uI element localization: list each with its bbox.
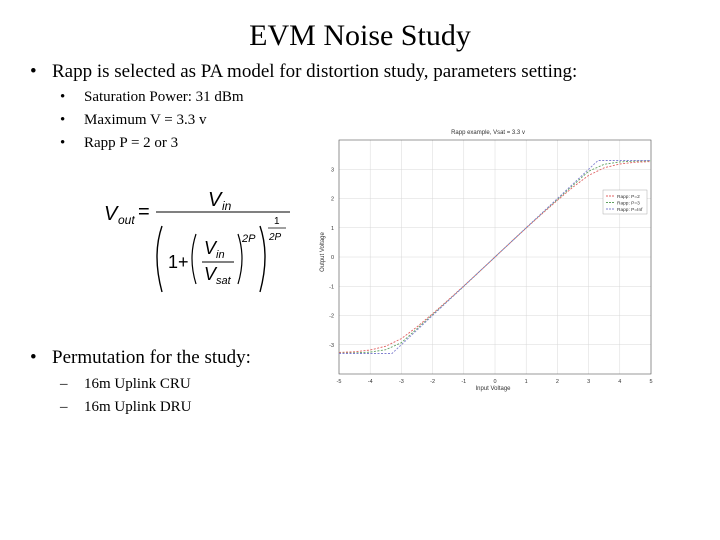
chart-x-tick-label: -3	[398, 379, 404, 385]
formula-equals: =	[138, 201, 150, 223]
rapp-formula	[100, 180, 300, 300]
rapp-chart	[313, 124, 663, 394]
bullet-text: Permutation for the study:	[52, 347, 251, 368]
formula-vin: V	[208, 189, 222, 211]
subitem-maximum-v	[60, 110, 207, 130]
chart-y-tick-label: 1	[330, 225, 334, 232]
chart-x-tick-label: -1	[461, 379, 467, 385]
sub-bullet-mark: •	[60, 135, 66, 151]
chart-legend-label: Rapp: P=2	[617, 194, 640, 200]
chart-x-tick-label: 2	[555, 379, 559, 385]
formula-left-paren	[192, 234, 196, 284]
formula-plus: +	[178, 252, 189, 272]
subitem-rapp-p	[60, 133, 178, 153]
bullet-permutation	[30, 346, 251, 370]
chart-x-tick-label: -4	[367, 379, 373, 385]
bullet-rapp-model	[30, 60, 577, 84]
formula-one: 1	[168, 252, 179, 272]
sub-bullet-mark: –	[60, 399, 68, 415]
chart-legend	[603, 190, 647, 214]
chart-y-tick-label: -1	[329, 284, 334, 291]
chart-y-axis-label: Output Voltage	[320, 232, 326, 272]
formula-exp-den: 2P	[269, 232, 282, 243]
formula-vin-sub: in	[222, 199, 232, 213]
subitem-text: Rapp P = 2 or 3	[84, 135, 179, 151]
chart-x-tick-label: 0	[493, 379, 497, 385]
chart-x-axis-label: Input Voltage	[475, 386, 511, 392]
chart-x-tick-label: 3	[587, 379, 591, 385]
formula-vout-sub: out	[118, 213, 135, 227]
subitem-text: 16m Uplink DRU	[84, 399, 192, 415]
formula-big-right-paren	[260, 226, 265, 292]
subitem-saturation-power	[60, 87, 244, 107]
subitem-text: Saturation Power: 31 dBm	[84, 89, 244, 105]
sub-bullet-mark: •	[60, 112, 66, 128]
sub-bullet-mark: •	[60, 89, 66, 105]
chart-legend-label: Rapp: P=3	[617, 201, 640, 207]
chart-x-tick-label: 4	[618, 379, 622, 385]
subitem-text: Maximum V = 3.3 v	[84, 112, 207, 128]
formula-exp-num: 1	[274, 216, 280, 227]
sub-bullet-mark: –	[60, 376, 68, 392]
chart-y-tick-label: -3	[329, 342, 334, 349]
chart-x-tick-label: 1	[524, 379, 528, 385]
chart-y-tick-label: -2	[329, 313, 334, 320]
bullet-mark: •	[30, 347, 37, 368]
subitem-text: 16m Uplink CRU	[84, 376, 191, 392]
formula-vsat-sub: sat	[216, 275, 231, 287]
formula-vsat: V	[204, 264, 217, 284]
bullet-text: Rapp is selected as PA model for distortion study, parameters setting:	[52, 61, 578, 82]
bullet-mark: •	[30, 61, 37, 82]
subitem-cru	[60, 374, 191, 394]
chart-title: Rapp example, Vsat = 3.3 v	[451, 130, 525, 136]
chart-x-tick-label: -5	[336, 379, 342, 385]
formula-big-left-paren	[157, 226, 162, 292]
chart-y-tick-label: 0	[330, 255, 334, 261]
chart-y-tick-label: 3	[330, 167, 334, 174]
formula-vin-inner: V	[204, 238, 217, 258]
formula-exp-2p: 2P	[242, 233, 256, 245]
chart-y-tick-label: 2	[330, 196, 334, 203]
formula-vin-inner-sub: in	[216, 249, 225, 261]
chart-x-tick-label: 5	[649, 379, 653, 385]
formula-vout: V	[104, 203, 118, 225]
chart-x-tick-label: -2	[430, 379, 436, 385]
chart-legend-label: Rapp: P=Inf	[617, 207, 643, 213]
slide-title: EVM Noise Study	[249, 19, 471, 52]
subitem-dru	[60, 397, 192, 417]
